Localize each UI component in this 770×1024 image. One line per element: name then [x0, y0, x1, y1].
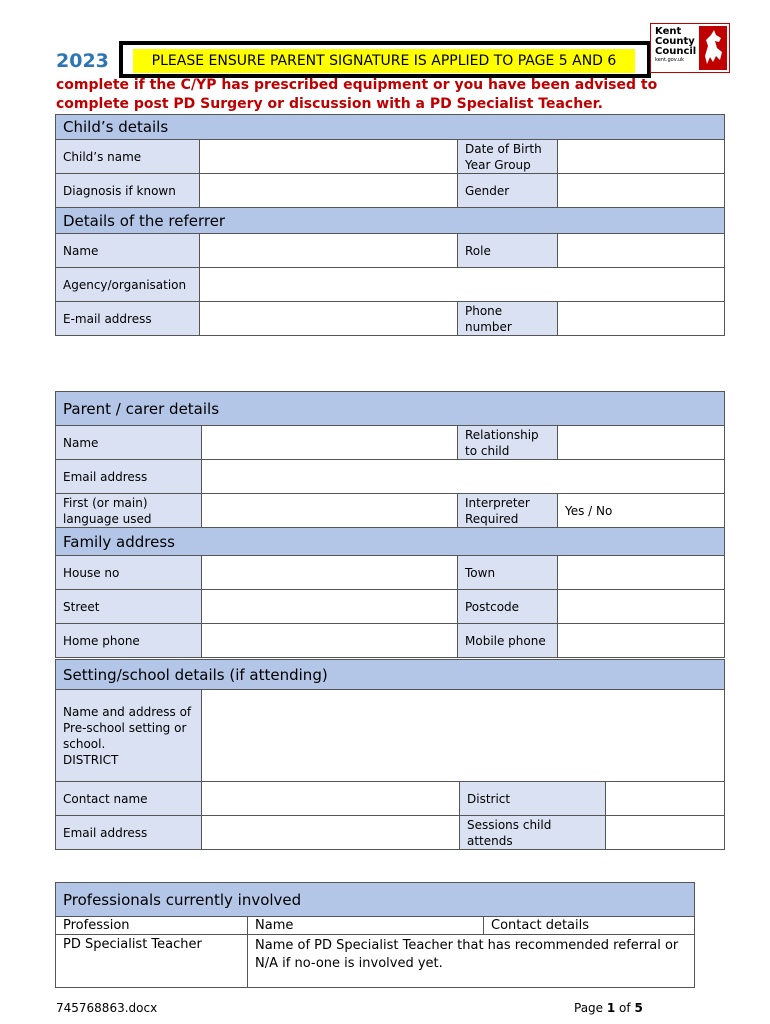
home-phone-label: Home phone [56, 624, 202, 658]
interpreter-label: Interpreter Required [458, 494, 558, 528]
setting-district-label: District [460, 782, 606, 816]
diagnosis-label: Diagnosis if known [56, 174, 200, 208]
col-profession-header: Profession [56, 917, 248, 935]
sessions-field[interactable] [606, 816, 725, 850]
professionals-heading: Professionals currently involved [56, 883, 695, 917]
referrer-role-label: Role [458, 234, 558, 268]
town-field[interactable] [558, 556, 725, 590]
setting-details-table [55, 659, 725, 850]
parent-email-field[interactable] [202, 460, 725, 494]
family-address-heading: Family address [56, 528, 725, 556]
referrer-phone-label: Phone number [458, 302, 558, 336]
setting-contact-field[interactable] [202, 782, 460, 816]
row-name[interactable]: Name of PD Specialist Teacher that has recommended referral or N/A if no-one is involved yet. [248, 935, 695, 988]
child-details-heading: Child’s details [56, 115, 725, 140]
interpreter-field[interactable]: Yes / No [558, 494, 725, 528]
professionals-table [55, 882, 695, 988]
setting-email-field[interactable] [202, 816, 460, 850]
row-profession: PD Specialist Teacher [56, 935, 248, 988]
logo-line-3: Council [655, 46, 697, 57]
dob-field[interactable] [558, 140, 725, 174]
parent-email-label: Email address [56, 460, 202, 494]
referrer-name-field[interactable] [200, 234, 458, 268]
footer-filename: 745768863.docx [56, 1001, 158, 1015]
kcc-logo [650, 23, 730, 73]
agency-label: Agency/organisation [56, 268, 200, 302]
postcode-label: Postcode [458, 590, 558, 624]
white-horse-icon [699, 26, 727, 70]
street-label: Street [56, 590, 202, 624]
instructions-line-2: complete post PD Surgery or discussion with a PD Specialist Teacher. [56, 96, 603, 112]
gender-label: Gender [458, 174, 558, 208]
setting-name-field[interactable] [202, 690, 725, 782]
language-label: First (or main) language used [56, 494, 202, 528]
footer-page-number: Page 1 of 5 [574, 1001, 643, 1015]
col-name-header: Name [248, 917, 484, 935]
mobile-phone-label: Mobile phone [458, 624, 558, 658]
house-no-label: House no [56, 556, 202, 590]
child-details-table [55, 114, 725, 336]
house-no-field[interactable] [202, 556, 458, 590]
logo-text [655, 27, 696, 64]
mobile-phone-field[interactable] [558, 624, 725, 658]
referrer-heading: Details of the referrer [56, 208, 725, 234]
dob-label: Date of Birth Year Group [458, 140, 558, 174]
col-contact-header: Contact details [484, 917, 695, 935]
agency-field[interactable] [200, 268, 725, 302]
form-year: 2023 [56, 50, 109, 72]
signature-warning-banner [119, 41, 651, 78]
child-name-field[interactable] [200, 140, 458, 174]
parent-name-field[interactable] [202, 426, 458, 460]
signature-warning-text: PLEASE ENSURE PARENT SIGNATURE IS APPLIED TO PAGE 5 AND 6 [133, 49, 635, 73]
instructions-line-1: complete if the C/YP has prescribed equipment or you have been advised to [56, 77, 658, 93]
referrer-phone-field[interactable] [558, 302, 725, 336]
setting-contact-label: Contact name [56, 782, 202, 816]
parent-name-label: Name [56, 426, 202, 460]
setting-email-label: Email address [56, 816, 202, 850]
relationship-field[interactable] [558, 426, 725, 460]
logo-line-2: County [655, 36, 695, 47]
diagnosis-field[interactable] [200, 174, 458, 208]
child-name-label: Child’s name [56, 140, 200, 174]
setting-heading: Setting/school details (if attending) [56, 660, 725, 690]
referrer-email-field[interactable] [200, 302, 458, 336]
setting-name-label: Name and address of Pre-school setting or school. DISTRICT [56, 690, 202, 782]
gender-field[interactable] [558, 174, 725, 208]
referrer-role-field[interactable] [558, 234, 725, 268]
sessions-label: Sessions child attends [460, 816, 606, 850]
language-field[interactable] [202, 494, 458, 528]
relationship-label: Relationship to child [458, 426, 558, 460]
setting-district-field[interactable] [606, 782, 725, 816]
street-field[interactable] [202, 590, 458, 624]
logo-line-4: kent.gov.uk [655, 57, 684, 63]
town-label: Town [458, 556, 558, 590]
parent-heading: Parent / carer details [56, 392, 725, 426]
logo-line-1: Kent [655, 26, 682, 37]
referrer-email-label: E-mail address [56, 302, 200, 336]
postcode-field[interactable] [558, 590, 725, 624]
home-phone-field[interactable] [202, 624, 458, 658]
parent-details-table [55, 391, 725, 658]
referrer-name-label: Name [56, 234, 200, 268]
